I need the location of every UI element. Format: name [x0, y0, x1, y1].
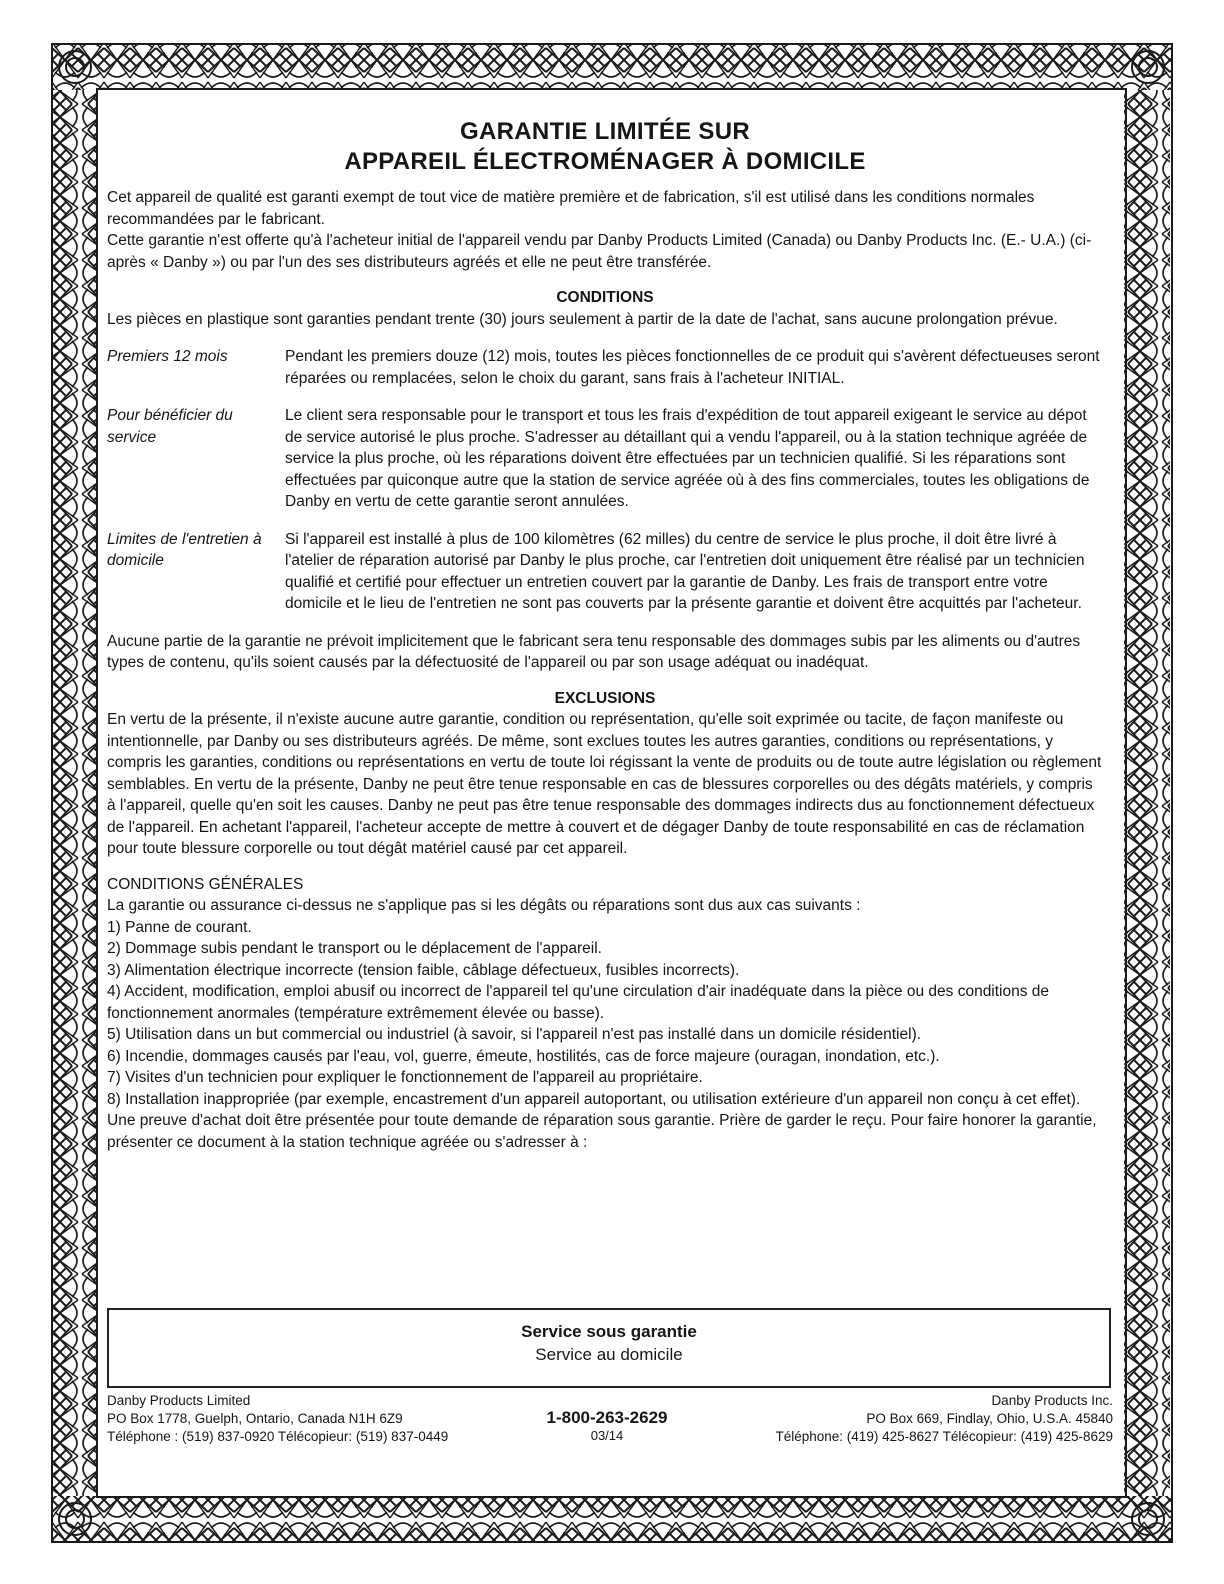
condition-label: Premiers 12 mois — [107, 348, 228, 365]
service-box-title: Service sous garantie — [521, 1322, 697, 1341]
condition-text: Pendant les premiers douze (12) mois, toutes les pièces fonctionnelles de ce produit qui s'avèrent défectueuses seront réparées ou remplacées, selon le choix du garant, sans frais à l'acheteur INITIAL. — [285, 348, 1100, 387]
canada-contact — [107, 1392, 527, 1446]
list-item: 4) Accident, modification, emploi abusif ou incorrect de l'appareil tel qu'une circulation d'air inadéquate dans la pièce ou des conditions de fonctionnement anormales (température extrêmement élevée ou basse). — [107, 983, 1050, 1022]
list-item: 5) Utilisation dans un but commercial ou industriel (à savoir, si l'appareil n'est pas installé dans un domicile résidentiel). — [107, 1026, 922, 1043]
toll-free-contact — [537, 1408, 677, 1444]
condition-row-first-12-months — [107, 346, 1103, 389]
warranty-document — [107, 113, 1103, 1153]
general-conditions-intro: La garantie ou assurance ci-dessus ne s'applique pas si les dégâts ou réparations sont dus aux cas suivants : — [107, 897, 861, 914]
usa-address: PO Box 669, Findlay, Ohio, U.S.A. 45840 — [866, 1411, 1113, 1426]
general-conditions-heading: CONDITIONS GÉNÉRALES — [107, 875, 304, 893]
page-title — [107, 117, 1103, 177]
intro-section — [107, 187, 1103, 273]
usa-phones: Téléphone: (419) 425-8627 Télécopieur: (419) 425-8629 — [775, 1429, 1113, 1444]
exclusions-heading: EXCLUSIONS — [554, 689, 656, 707]
list-item: 8) Installation inappropriée (par exemple, encastrement d'un appareil autoportant, ou utilisation extérieure d'un appareil non conçu à cet effet). Une preuve d'achat doit être présentée pour toute demande de réparation sous garantie. Prière de garder le reçu. Pour faire honorer la garantie, présenter ce document à la station technique agréée ou s'adresser à : — [107, 1090, 1097, 1151]
conditions-heading: CONDITIONS — [556, 289, 654, 306]
condition-text: Si l'appareil est installé à plus de 100 kilomètres (62 milles) du centre de service le plus proche, il doit être livré à l'atelier de réparation autorisé par Danby le plus proche, car l'entretien doit uniquement être réalisé par un technicien qualifié et certifié pour effectuer un entretien couvert par la garantie de Danby. Les frais de transport entre votre domicile et le lieu de l'entretien ne sont pas couverts par la présente garantie et doivent être acquittés par l'acheteur. — [285, 530, 1085, 612]
plastic-parts-paragraph: Les pièces en plastique sont garanties pendant trente (30) jours seulement à partir de la date de l'achat, sans aucune prolongation prévue. — [107, 310, 1058, 328]
service-box-subtitle: Service au domicile — [535, 1345, 683, 1364]
condition-text: Le client sera responsable pour le transport et tous les frais d'expédition de tout appareil exigeant le service au dépot de service autorisé le plus proche. S'adresser au détaillant qui a vendu l'appareil, ou à la station technique agréée de service la plus proche, où les réparations doivent être effectuées par un technicien qualifié. Si les réparations sont effectuées par quiconque autre que la station de service agréée où à des fins commerciales, toutes les obligations de Danby en vertu de cette garantie seront annulées. — [285, 407, 1090, 510]
list-item: 6) Incendie, dommages causés par l'eau, vol, guerre, émeute, hostilités, cas de force majeure (ouragan, inondation, etc.). — [107, 1047, 940, 1065]
list-item: 7) Visites d'un technicien pour expliquer le fonctionnement de l'appareil au propriétaire. — [107, 1069, 703, 1086]
list-item: 3) Alimentation électrique incorrecte (tension faible, câblage défectueux, fusibles incorrects). — [107, 961, 740, 979]
condition-row-home-service-limits — [107, 529, 1103, 615]
intro-paragraph-1: Cet appareil de qualité est garanti exempt de tout vice de matière première et de fabrication, s'il est utilisé dans les conditions normales recommandées par le fabricant. — [107, 189, 1035, 228]
food-damage-paragraph: Aucune partie de la garantie ne prévoit implicitement que le fabricant sera tenu responsable des dommages subis par les aliments ou d'autres types de contenu, qu'ils soient causés par la défectuosité de l'appareil ou par son usage adéquat ou inadéquat. — [107, 632, 1081, 671]
list-item: 2) Dommage subis pendant le transport ou le déplacement de l'appareil. — [107, 940, 602, 957]
condition-label: Pour bénéficier du service — [107, 407, 233, 446]
warranty-service-box — [107, 1308, 1111, 1388]
usa-contact — [683, 1392, 1113, 1446]
canada-phones: Téléphone : (519) 837-0920 Télécopieur: (519) 837-0449 — [107, 1429, 449, 1444]
list-item: 1) Panne de courant. — [107, 918, 252, 936]
intro-paragraph-2: Cette garantie n'est offerte qu'à l'acheteur initial de l'appareil vendu par Danby Products Limited (Canada) ou Danby Products Inc. (E.- U.A.) (ci-après « Danby ») ou par l'un des ses distributeurs agréés et elle ne peut être transférée. — [107, 232, 1092, 271]
title-line-2: APPAREIL ÉLECTROMÉNAGER À DOMICILE — [344, 148, 866, 175]
toll-free-phone: 1-800-263-2629 — [546, 1408, 668, 1427]
condition-row-service — [107, 405, 1103, 513]
condition-label: Limites de l'entretien à domicile — [107, 530, 262, 569]
general-conditions-list — [107, 917, 1103, 1154]
title-line-1: GARANTIE LIMITÉE SUR — [459, 118, 750, 145]
usa-company: Danby Products Inc. — [991, 1393, 1113, 1408]
exclusions-paragraph: En vertu de la présente, il n'existe aucune autre garantie, condition ou représentation, qu'elle soit exprimée ou tacite, de façon manifeste ou intentionnelle, par Danby ou ses distributeurs agréés. De même, sont exclues toutes les autres garanties, conditions ou représentations, y compris les garanties, conditions ou représentations en vertu de toute loi régissant la vente de produits ou de toute autre législation ou règlement semblables. En vertu de la présente, Danby ne peut être tenue responsable en cas de blessures corporelles ou des dégâts matériels, y compris à l'appareil, quelle qu'en soit les causes. Danby ne peut pas être tenue responsable des dommages indirects dus au fonctionnement défectueux de l'appareil. En achetant l'appareil, l'acheteur accepte de mettre à couvert et de dégager Danby de toute responsabilité en cas de réclamation pour toute blessure corporelle ou tout dégât matériel causé par cet appareil. — [107, 711, 1102, 857]
revision-date: 03/14 — [590, 1428, 624, 1443]
canada-company: Danby Products Limited — [107, 1393, 251, 1408]
canada-address: PO Box 1778, Guelph, Ontario, Canada N1H 6Z9 — [107, 1411, 403, 1426]
